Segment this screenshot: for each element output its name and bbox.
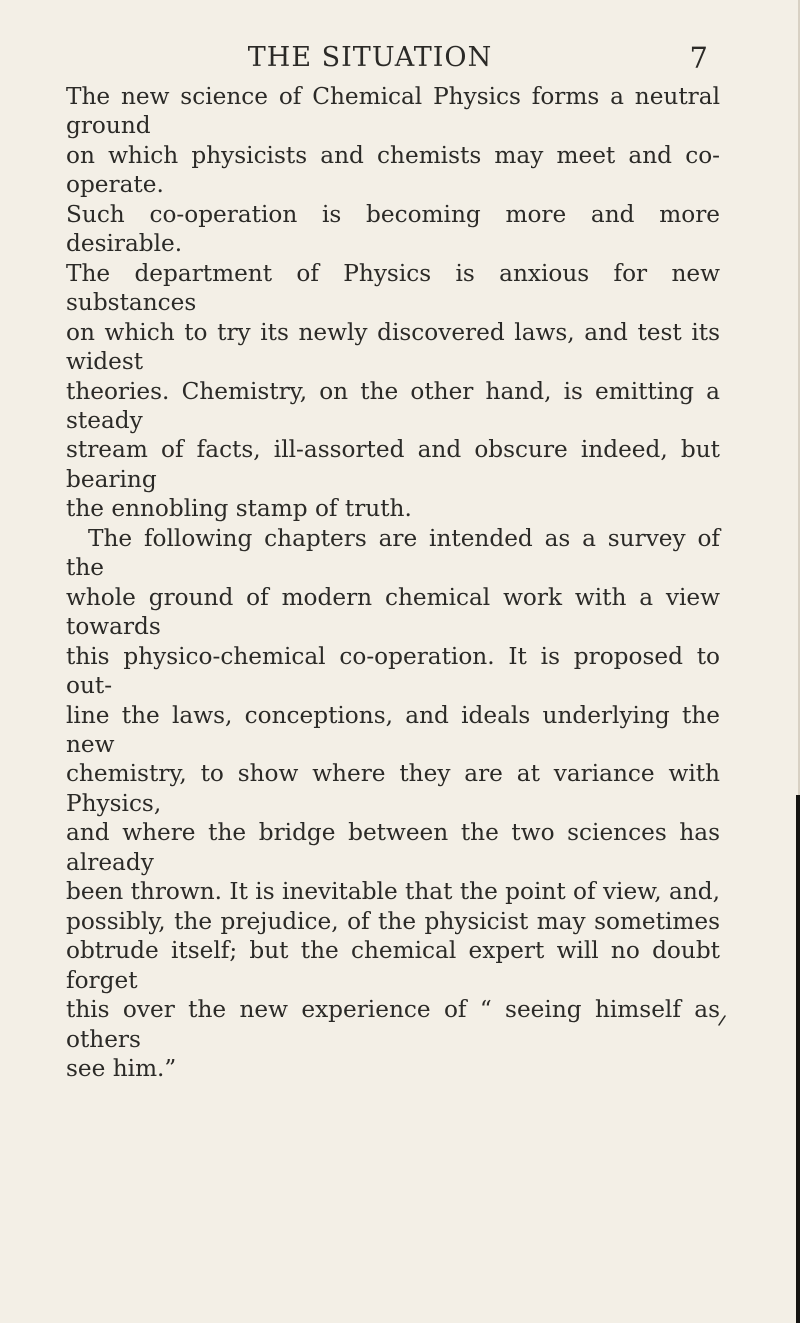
text-line: on which physicists and chemists may meet and co-operate. [66, 141, 720, 199]
text-line: stream of facts, ill-assorted and obscure indeed, but bearing [66, 436, 720, 493]
running-title: THE SITUATION [247, 42, 493, 73]
text-line: The new science of Chemical Physics forms a neutral ground [66, 83, 720, 140]
page-edge-shadow [796, 795, 800, 1323]
text-line: theories. Chemistry, on the other hand, is emitting a steady [66, 377, 720, 434]
text-line: see him.” [66, 1054, 177, 1082]
text-line: The department of Physics is anxious for new substances [66, 259, 720, 317]
text-line: whole ground of modern chemical work with a view towards [66, 583, 720, 641]
paragraph-1 [66, 82, 720, 524]
text-line: this over the new experience of “ seeing himself as others [66, 996, 720, 1053]
paragraph-2 [66, 524, 720, 1084]
text-line: Such co-operation is becoming more and more desirable. [66, 200, 720, 258]
body-text [66, 82, 720, 1083]
pencil-mark-icon [717, 1014, 727, 1027]
text-line: line the laws, conceptions, and ideals underlying the new [66, 701, 720, 758]
page-number: 7 [689, 41, 708, 75]
text-line: this physico-chemical co-operation. It is proposed to out- [66, 642, 720, 700]
running-head [0, 38, 800, 78]
text-line: possibly, the prejudice, of the physicist may sometimes [66, 907, 720, 935]
text-line: been thrown. It is inevitable that the point of view, and, [66, 878, 720, 906]
text-line: The following chapters are intended as a survey of the [66, 524, 720, 582]
text-line: and where the bridge between the two sciences has already [66, 819, 720, 876]
text-line: obtrude itself; but the chemical expert will no doubt forget [66, 937, 720, 994]
text-line: the ennobling stamp of truth. [66, 495, 412, 523]
text-line: chemistry, to show where they are at variance with Physics, [66, 760, 720, 817]
text-line: on which to try its newly discovered laws, and test its widest [66, 318, 720, 376]
